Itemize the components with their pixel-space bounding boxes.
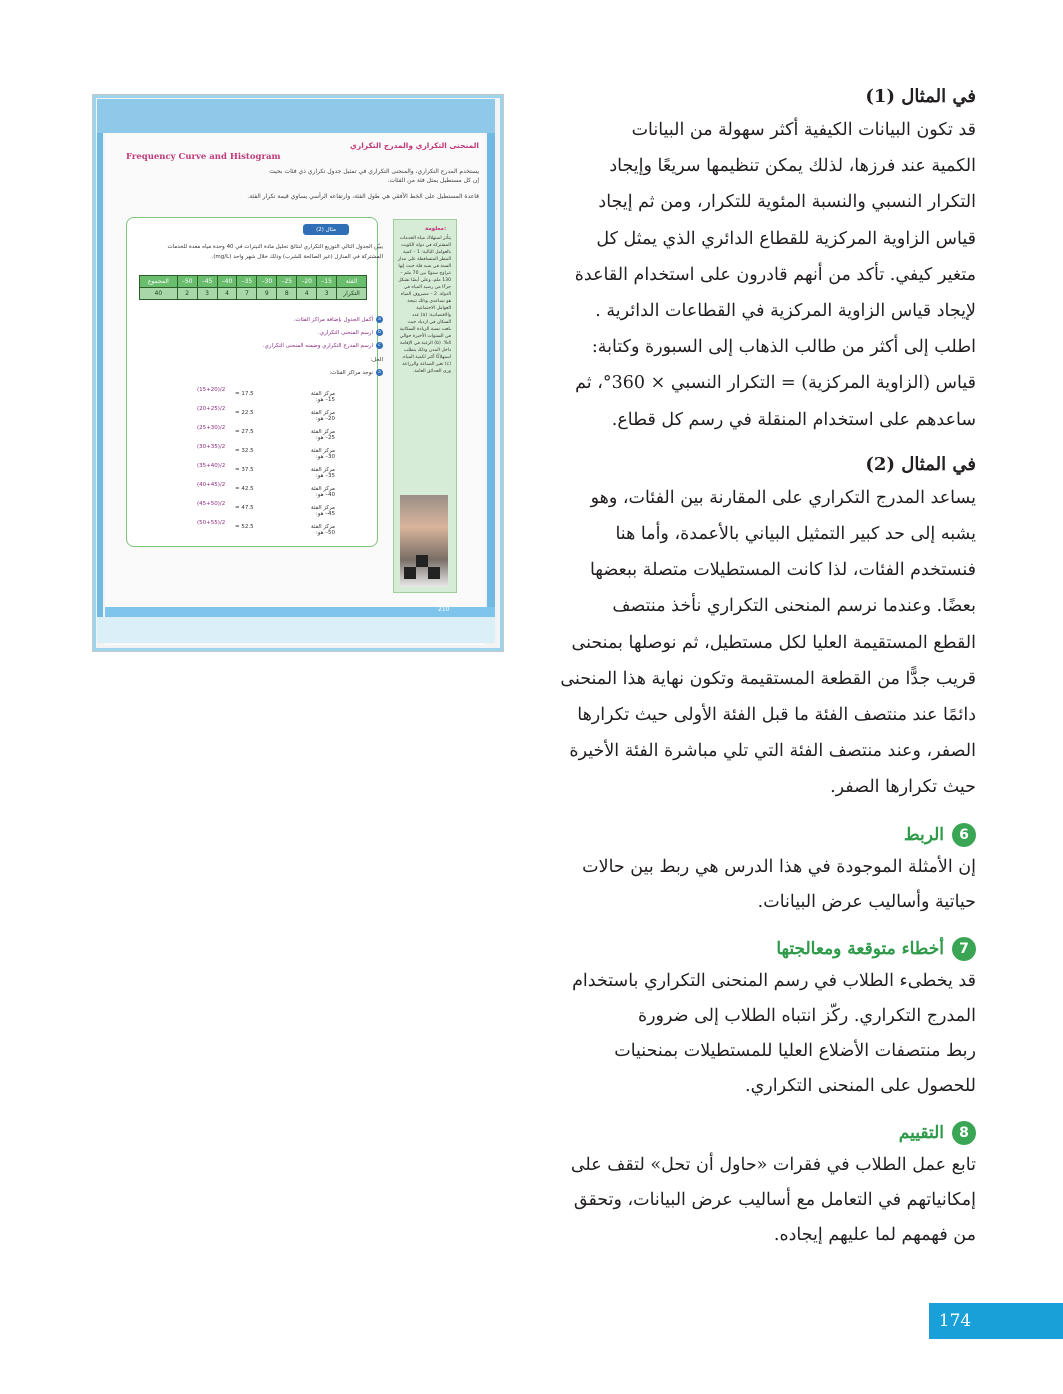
calc-fraction: (20+25)/2	[197, 406, 226, 412]
calc-result: = 22.5	[235, 410, 254, 416]
section-number-badge: 6	[952, 823, 976, 847]
frequency-table	[139, 275, 367, 300]
calc-label: مركز الفئة 25– هو:	[311, 429, 335, 441]
calc-row	[135, 444, 335, 460]
table-row-frequencies	[140, 288, 367, 300]
thumbnail-right-bar	[487, 133, 495, 643]
calc-label: مركز الفئة 20– هو:	[311, 410, 335, 422]
calc-fraction: (40+45)/2	[197, 482, 226, 488]
text-line: ساعدهم على استخدام المنقلة في رسم كل قطاع.	[611, 409, 976, 430]
table-cell: 8	[277, 288, 297, 300]
text-line: لإيجاد قياس الزاوية المركزية في القطاعات الدائرية .	[595, 301, 976, 322]
table-cell: 50–	[177, 276, 197, 288]
calc-row	[135, 425, 335, 441]
table-cell: 35–	[237, 276, 257, 288]
calc-result: = 32.5	[235, 448, 254, 454]
section7-title: أخطاء متوقعة ومعالجتها	[776, 938, 944, 959]
calc-row	[135, 406, 335, 422]
task-letter: a	[376, 316, 383, 323]
thumbnail-intro-line: قاعدة المستطيل على الخط الأفقي هي طول الفئة، وارتفاعه الرأسي يساوي قيمة تكرار الفئة.	[247, 193, 479, 200]
text-line: فنستخدم الفئات، لذا كانت المستطيلات متصلة ببعضها	[589, 560, 976, 581]
calc-row	[135, 387, 335, 403]
thumbnail-bottom-band	[97, 617, 495, 643]
thumbnail-footer-band	[105, 607, 495, 617]
solution-step	[329, 369, 383, 376]
table-cell: 4	[297, 288, 317, 300]
calc-label: مركز الفئة 30– هو:	[311, 448, 335, 460]
step-bullet: a	[376, 369, 383, 376]
calc-fraction: (25+30)/2	[197, 425, 226, 431]
calc-result: = 52.5	[235, 524, 254, 530]
text-line: الصفر، وعند منتصف الفئة التي تلي مباشرة الفئة الأخيرة	[569, 741, 976, 762]
calc-fraction: (35+40)/2	[197, 463, 226, 469]
table-cell: 40	[140, 288, 178, 300]
calc-row	[135, 482, 335, 498]
table-cell: 3	[317, 288, 337, 300]
calc-result: = 27.5	[235, 429, 254, 435]
text-line: القطع المستقيمة العليا لكل مستطيل، ثم نوصلها بمنحنى	[571, 632, 976, 653]
text-line: حيث تكرارها الصفر.	[830, 777, 976, 798]
text-line: بعضًا. وعندما نرسم المنحنى التكراري نأخذ منتصف	[612, 596, 976, 617]
calc-label: مركز الفئة 50– هو:	[311, 524, 335, 536]
table-cell: التكرار	[337, 288, 367, 300]
thumbnail-page-number: 210	[438, 606, 450, 613]
thumbnail-left-bar	[97, 133, 103, 643]
table-cell: 20–	[297, 276, 317, 288]
calc-label: مركز الفئة 15– هو:	[311, 391, 335, 403]
task-letter: c	[376, 342, 383, 349]
example1-text	[548, 112, 976, 438]
section6-title: الربط	[903, 824, 944, 845]
task-text: ارسم المنحنى التكراري.	[318, 329, 373, 336]
text-line: للحصول على المنحنى التكراري.	[745, 1075, 976, 1096]
student-book-thumbnail	[92, 94, 504, 652]
table-cell: 3	[197, 288, 217, 300]
text-line: التكرار النسبي والنسبة المئوية للتكرار، ومن ثم إيجاد	[598, 192, 976, 213]
table-cell: 30–	[257, 276, 277, 288]
calc-fraction: (15+20)/2	[197, 387, 226, 393]
section8-heading	[548, 1118, 976, 1148]
task-text: أكمل الجدول بإضافة مراكز الفئات.	[293, 316, 373, 323]
table-cell: 4	[217, 288, 237, 300]
text-line: من فهمهم لما عليهم إيجاده.	[773, 1224, 976, 1245]
photo-tile	[428, 567, 440, 579]
text-line: المدرج التكراري. ركّز انتباه الطلاب إلى ضرورة	[637, 1005, 976, 1026]
task-b	[318, 329, 383, 336]
text-line: الكمية عند فرزها، لذلك يمكن تنظيمها سريعًا وإيجاد	[609, 156, 976, 177]
solution-step-text: نوجد مراكز الفئات:	[329, 369, 373, 376]
text-line: يشبه إلى حد كبير التمثيل البياني بالأعمدة، وأما هنا	[615, 524, 976, 545]
example-text: يبيّن الجدول التالي التوزيع التكراري لنتائج تحليل مادة النيترات في 40 وحدة مياه معدة للخدمات	[167, 244, 383, 250]
text-line: حياتية وأساليب عرض البيانات.	[757, 891, 976, 912]
water-tap-photo	[400, 495, 448, 587]
page-number-tab	[929, 1303, 1063, 1339]
solution-label	[370, 357, 383, 363]
example-tag: مثال (2)	[303, 224, 349, 235]
example2-text	[548, 480, 976, 806]
table-cell: 9	[257, 288, 277, 300]
table-cell: 25–	[277, 276, 297, 288]
calc-label: مركز الفئة 45– هو:	[311, 505, 335, 517]
calc-row	[135, 520, 335, 536]
table-cell: المجموع	[140, 276, 178, 288]
example-text: المشتركة في المنازل (غير الصالحة للشرب) وذلك خلال شهر واحد (mg/L).	[211, 254, 383, 260]
table-cell: الفئة	[337, 276, 367, 288]
text-line: تابع عمل الطلاب في فقرات «حاول أن تحل» لتقف على	[570, 1154, 976, 1175]
table-cell: 2	[177, 288, 197, 300]
calc-result: = 42.5	[235, 486, 254, 492]
text-line: اطلب إلى أكثر من طالب الذهاب إلى السبورة وكتابة:	[591, 337, 976, 358]
thumbnail-intro-line: يستخدم المدرج التكراري، والمنحنى التكراري في تمثيل جدول تكراري ذي فئات بحيث	[269, 168, 479, 175]
thumbnail-title-ar: المنحنى التكراري والمدرج التكراري	[350, 141, 479, 150]
text-line: إمكانياتهم في التعامل مع أساليب عرض البيانات، وتحقق	[573, 1189, 976, 1210]
thumbnail-title-en: Frequency Curve and Histogram	[126, 152, 281, 162]
calc-fraction: (45+50)/2	[197, 501, 226, 507]
solution-label-text: الحل:	[370, 357, 383, 363]
section7-text	[548, 964, 976, 1104]
task-c	[263, 342, 383, 349]
thumbnail-header-band	[97, 99, 495, 133]
task-text: ارسم المدرج التكراري وضمنه المنحنى التكراري.	[262, 342, 373, 349]
table-cell: 15–	[317, 276, 337, 288]
photo-tile	[404, 567, 416, 579]
text-line: إن الأمثلة الموجودة في هذا الدرس هي ربط بين حالات	[582, 856, 976, 877]
calc-result: = 47.5	[235, 505, 254, 511]
example2-heading: في المثال (2)	[865, 453, 976, 475]
section6-text	[548, 850, 976, 920]
calc-fraction: (30+35)/2	[197, 444, 226, 450]
text-line: قد تكون البيانات الكيفية أكثر سهولة من البيانات	[631, 120, 976, 140]
text-line: متغير كيفي. تأكد من أنهم قادرون على استخدام القاعدة	[574, 264, 976, 285]
table-cell: 45–	[197, 276, 217, 288]
text-line: قياس (الزاوية المركزية) = التكرار النسبي × 360°، ثم	[575, 373, 976, 394]
calc-label: مركز الفئة 40– هو:	[311, 486, 335, 498]
text-line: يساعد المدرج التكراري على المقارنة بين الفئات، وهو	[590, 487, 976, 508]
section8-text	[548, 1148, 976, 1253]
section-number-badge: 7	[952, 937, 976, 961]
photo-tile	[416, 555, 428, 567]
teacher-notes	[548, 84, 976, 1253]
thumbnail-intro-line: إن كل مستطيل يمثل فئة من الفئات.	[387, 177, 479, 184]
text-line: ربط منتصفات الأضلاع العليا للمستطيلات بمنحنيات	[614, 1040, 976, 1061]
section-number-badge: 8	[952, 1121, 976, 1145]
example1-heading: في المثال (1)	[865, 86, 976, 107]
section7-heading	[548, 934, 976, 964]
text-line: دائمًا عند منتصف الفئة ما قبل الفئة الأولى حيث تكرارها	[577, 705, 976, 726]
table-row-classes	[140, 276, 367, 288]
calc-result: = 17.5	[235, 391, 254, 397]
calc-result: = 37.5	[235, 467, 254, 473]
task-a	[294, 316, 383, 323]
calc-fraction: (50+55)/2	[197, 520, 226, 526]
info-title: معلومة:	[425, 226, 447, 232]
text-line: قياس الزاوية المركزية للقطاع الدائري الذي يمثل كل	[596, 228, 976, 249]
table-cell: 7	[237, 288, 257, 300]
page-number: 174	[938, 1311, 972, 1331]
section8-title: التقييم	[898, 1122, 944, 1143]
text-line: قريب جدًّا من القطعة المستقيمة وتكون نهاية هذا المنحنى	[560, 668, 976, 689]
info-text: يتأثر استهلاك مياه الخدمات المشتركة في دولة الكويت بالعوامل التالية: 1 – كمية المطر المتساقطة على مدار السنة في شبه قلة حيث إنها تتراوح سنويًا بين 70 ملم – 130 ملم، وعلى أيضًا تشكل جزءًا من رصيد المياه في الدولة. 2 – مصروف المياه هو تصاعدي وذلك نتيجة العوامل الاجتماعية والاقتصادية: (a) عدد السكان في ازدياد حيث بلغت نسبة الزيادة السكانية في السنوات الأخيرة حوالي 4%. (b) الرغبة في الإقامة داخل المدن وذلك يتطلب استهلاكًا أكبر لكمية المياه. (c) تغير الصناعة والزراعة وري الحدائق العامة.	[397, 236, 451, 374]
section6-heading	[548, 820, 976, 850]
calc-label: مركز الفئة 35– هو:	[311, 467, 335, 479]
text-line: قد يخطىء الطلاب في رسم المنحنى التكراري باستخدام	[572, 970, 976, 991]
table-cell: 40–	[217, 276, 237, 288]
calc-row	[135, 501, 335, 517]
task-letter: b	[376, 329, 383, 336]
calc-row	[135, 463, 335, 479]
